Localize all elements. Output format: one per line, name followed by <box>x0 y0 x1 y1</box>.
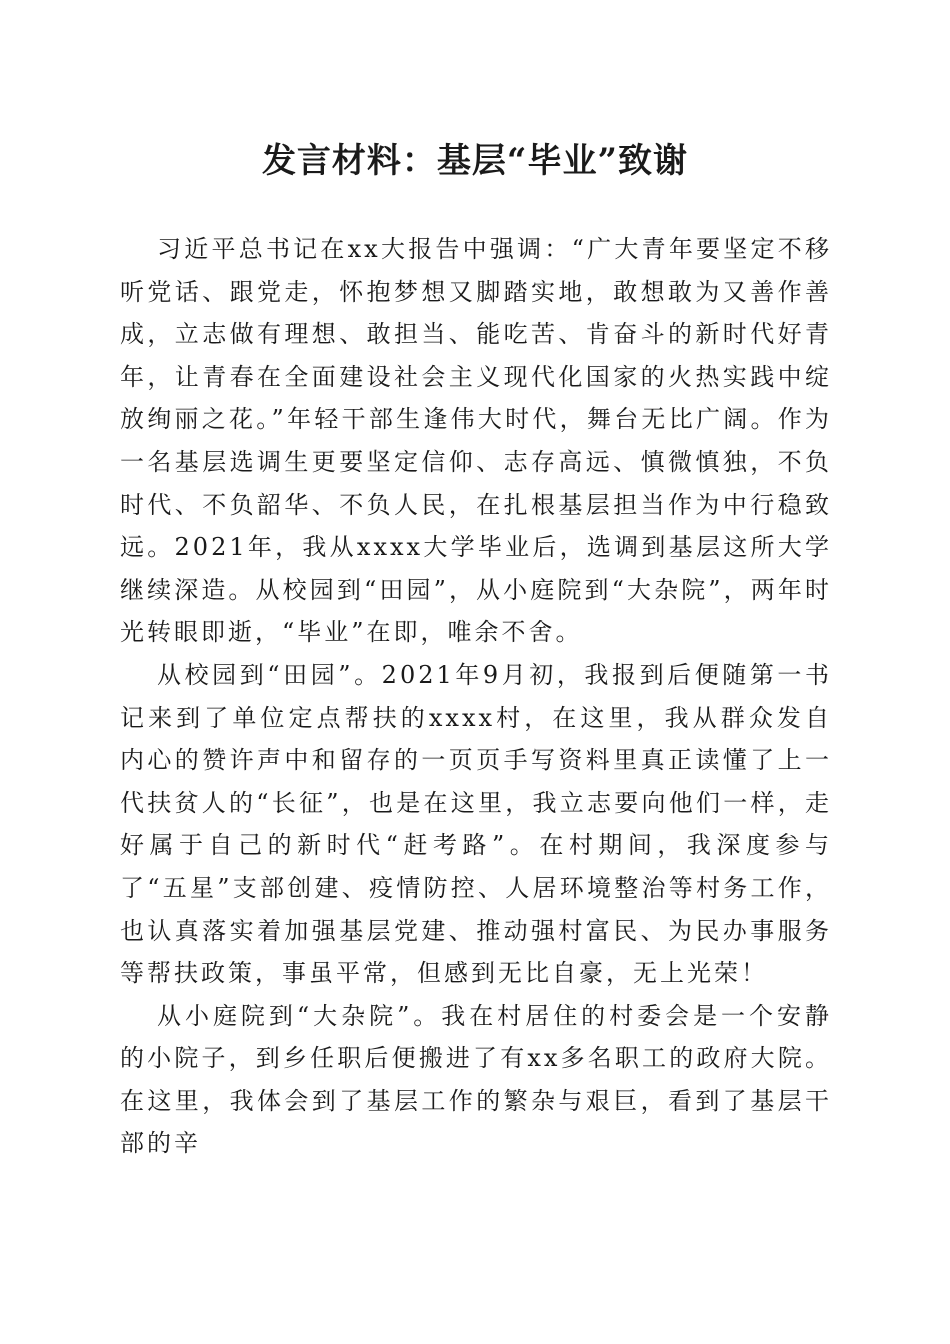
body-paragraph: 习近平总书记在xx大报告中强调：“广大青年要坚定不移听党话、跟党走，怀抱梦想又脚踏实地，敢想敢为又善作善成，立志做有理想、敢担当、能吃苦、肯奋斗的新时代好青年，让青春在全面建设社会主义现代化国家的火热实践中绽放绚丽之花。”年轻干部生逢伟大时代，舞台无比广阔。作为一名基层选调生更要坚定信仰、志存高远、慎微慎独，不负时代、不负韶华、不负人民，在扎根基层担当作为中行稳致远。2021年，我从xxxx大学毕业后，选调到基层这所大学继续深造。从校园到“田园”，从小庭院到“大杂院”，两年时光转眼即逝，“毕业”在即，唯余不舍。 <box>120 235 832 647</box>
body-paragraph: 从校园到“田园”。2021年9月初，我报到后便随第一书记来到了单位定点帮扶的xxxx村，在这里，我从群众发自内心的赞许声中和留存的一页页手写资料里真正读懂了上一代扶贫人的“长征”，也是在这里，我立志要向他们一样，走好属于自己的新时代“赶考路”。在村期间，我深度参与了“五星”支部创建、疫情防控、人居环境整治等村务工作，也认真落实着加强基层党建、推动强村富民、为民办事服务等帮扶政策，事虽平常，但感到无比自豪，无上光荣！ <box>120 660 832 988</box>
document-body <box>120 228 832 1165</box>
document-title: 发言材料：基层“毕业”致谢 <box>261 141 689 181</box>
body-paragraph: 从小庭院到“大杂院”。我在村居住的村委会是一个安静的小院子，到乡任职后便搬进了有xx多名职工的政府大院。在这里，我体会到了基层工作的繁杂与艰巨，看到了基层干部的辛 <box>120 1001 832 1158</box>
